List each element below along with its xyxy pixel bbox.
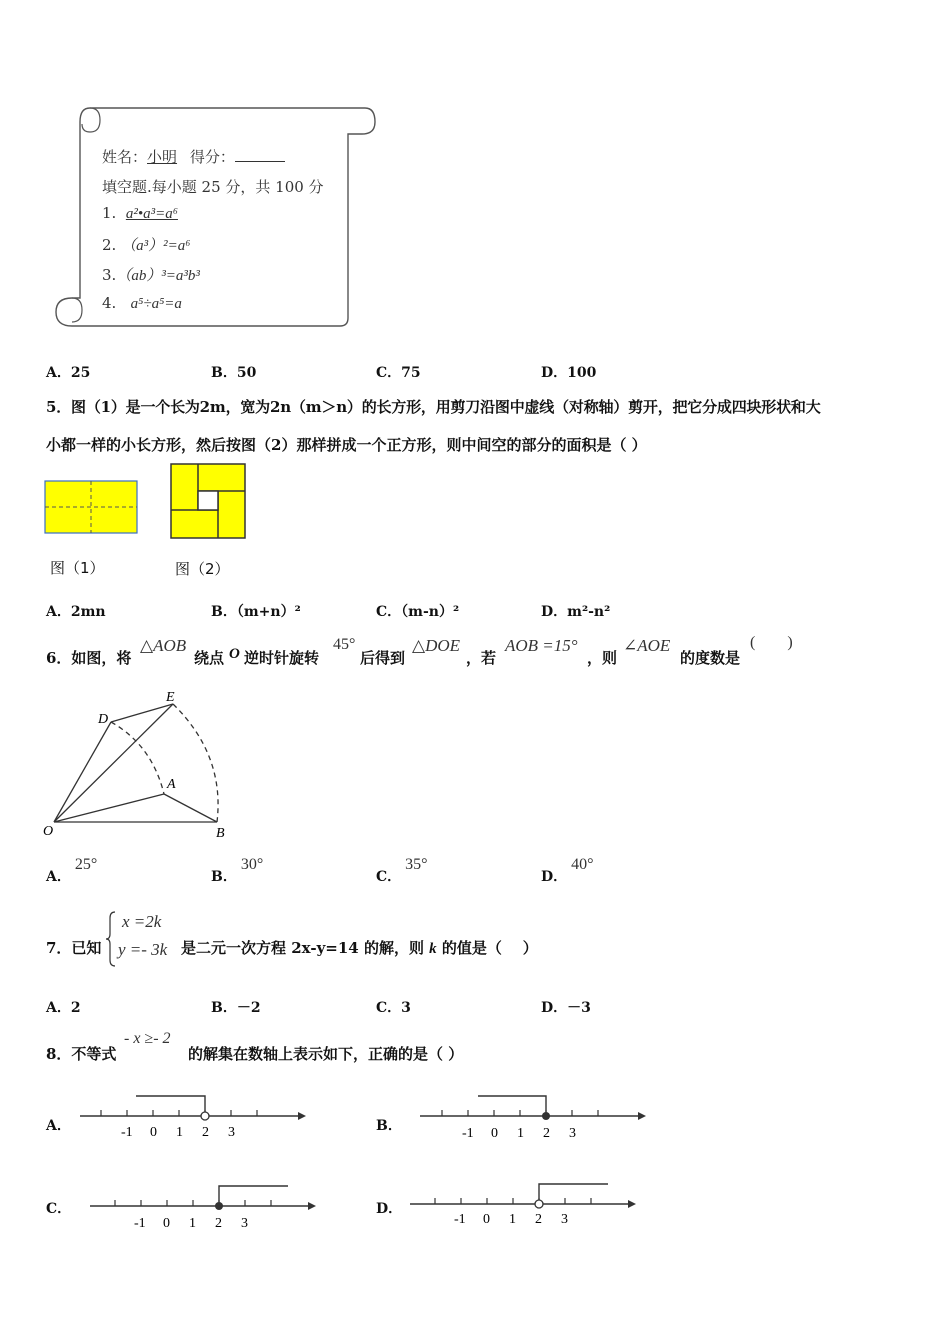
svg-text:1: 1 — [189, 1216, 196, 1231]
scroll-item: 1. a²•a³=a⁶ — [102, 204, 178, 222]
scroll-border — [50, 100, 380, 332]
q7-stem-prefix: 7．已知 — [46, 939, 102, 957]
q6-rotation-diagram — [40, 685, 240, 845]
q6-target-angle: ∠AOE — [623, 636, 671, 655]
q5-figure-2 — [170, 463, 248, 539]
q6-tri-doe: △DOE — [412, 636, 461, 655]
svg-text:-1: -1 — [121, 1125, 133, 1140]
svg-text:0: 0 — [491, 1126, 498, 1141]
q8-option-a-number-line[interactable] — [76, 1090, 306, 1145]
q8-option-d-number-line[interactable] — [408, 1176, 636, 1231]
q5-fig1-label: 图（1） — [50, 559, 105, 577]
label-e: E — [166, 690, 175, 705]
q7-equation-2: y =- 3k — [118, 940, 168, 959]
q5-fig2-label: 图（2） — [175, 560, 230, 578]
q4-option-c[interactable]: C．75 — [376, 365, 421, 381]
svg-text:3: 3 — [561, 1212, 568, 1227]
scroll-name-value: 小明 — [147, 148, 178, 166]
segment-od — [54, 722, 111, 822]
svg-text:1: 1 — [509, 1212, 516, 1227]
q6-stem-mid4: ，若 — [466, 649, 497, 667]
label-o: O — [43, 824, 54, 839]
q5-option-d[interactable]: D．m²-n² — [541, 604, 611, 620]
svg-text:3: 3 — [228, 1125, 235, 1140]
svg-text:2: 2 — [535, 1212, 542, 1227]
q8-option-d-letter[interactable]: D． — [376, 1201, 403, 1217]
q5-stem-line2: 小都一样的小长方形，然后按图（2）那样拼成一个正方形，则中间空的部分的面积是（ ） — [46, 436, 647, 454]
q8-stem-suffix: 的解集在数轴上表示如下，正确的是（ ） — [188, 1045, 464, 1063]
q7-option-b[interactable]: B．－2 — [211, 1000, 261, 1016]
svg-text:0: 0 — [150, 1125, 157, 1140]
svg-text:3: 3 — [241, 1216, 248, 1231]
label-b: B — [216, 826, 225, 841]
label-a: A — [167, 777, 176, 792]
q8-inequality: - x ≥- 2 — [124, 1030, 171, 1047]
svg-text:2: 2 — [543, 1126, 550, 1141]
svg-text:0: 0 — [163, 1216, 170, 1231]
arc-eb — [173, 704, 218, 822]
q7-brace — [105, 910, 117, 968]
q6-stem-suffix: 的度数是 — [680, 649, 741, 667]
scroll-score-label: 得分： — [189, 148, 235, 166]
q8-option-c-number-line[interactable] — [88, 1178, 316, 1233]
q7-stem-suffix: 是二元一次方程 2x-y=14 的解，则 k 的值是（ ） — [181, 939, 538, 957]
q6-angle-45: 45° — [333, 636, 356, 653]
q6-option-b[interactable]: B．30° — [211, 856, 264, 885]
q7-option-c[interactable]: C．3 — [376, 1000, 411, 1016]
svg-text:2: 2 — [202, 1125, 209, 1140]
svg-text:-1: -1 — [454, 1212, 466, 1227]
scroll-item: 4. a⁵÷a⁵=a — [102, 294, 182, 312]
svg-text:-1: -1 — [134, 1216, 146, 1231]
svg-text:-1: -1 — [462, 1126, 474, 1141]
label-d: D — [98, 712, 109, 727]
q6-option-a[interactable]: A．25° — [46, 856, 98, 885]
svg-text:2: 2 — [215, 1216, 222, 1231]
q4-option-a[interactable]: A．25 — [46, 365, 91, 381]
scroll-name-label: 姓名： — [102, 148, 148, 166]
q6-answer-paren: ( ) — [750, 634, 793, 651]
q6-option-d[interactable]: D．40° — [541, 856, 594, 885]
q6-tri-aob: △AOB — [140, 636, 187, 655]
svg-text:1: 1 — [517, 1126, 524, 1141]
scroll-instructions: 填空题.每小题 25 分，共 100 分 — [102, 178, 324, 196]
q4-option-d[interactable]: D．100 — [541, 365, 597, 381]
q8-option-b-letter[interactable]: B． — [376, 1118, 402, 1134]
q5-option-b[interactable]: B．（m+n）² — [211, 604, 301, 620]
segment-oa — [54, 794, 164, 822]
scroll-item: 2. （a³）²=a⁶ — [102, 236, 191, 254]
q6-stem-prefix: 6．如图，将 — [46, 649, 132, 667]
q6-given-angle: AOB =15° — [505, 636, 578, 655]
scroll-figure — [50, 100, 380, 332]
q6-stem-mid2: 逆时针旋转 — [244, 649, 320, 667]
q8-stem-prefix: 8．不等式 — [46, 1045, 117, 1063]
q7-option-a[interactable]: A．2 — [46, 1000, 81, 1016]
q8-option-c-letter[interactable]: C． — [46, 1201, 72, 1217]
q7-equation-1: x =2k — [122, 912, 162, 931]
svg-text:3: 3 — [569, 1126, 576, 1141]
q8-option-a-letter[interactable]: A． — [46, 1118, 71, 1134]
q6-stem-mid1: 绕点 — [194, 649, 225, 667]
q5-option-a[interactable]: A．2mn — [46, 604, 106, 620]
q6-option-c[interactable]: C．35° — [376, 856, 428, 885]
q5-stem-line1: 5．图（1）是一个长为2m，宽为2n（m＞n）的长方形，用剪刀沿图中虚线（对称轴）剪开，把它分成四块形状和大 — [46, 398, 821, 416]
q6-point-o: O — [229, 646, 240, 662]
scroll-item: 3.（ab）³=a³b³ — [102, 266, 200, 284]
q7-option-d[interactable]: D．－3 — [541, 1000, 591, 1016]
q6-stem-mid5: ，则 — [587, 649, 618, 667]
q4-option-b[interactable]: B．50 — [211, 365, 257, 381]
segment-ab — [164, 794, 217, 822]
svg-text:1: 1 — [176, 1125, 183, 1140]
q6-stem-mid3: 后得到 — [360, 649, 406, 667]
q5-option-c[interactable]: C．（m-n）² — [376, 604, 460, 620]
scroll-score-blank — [235, 161, 285, 162]
q5-figure-1 — [44, 478, 140, 536]
svg-text:0: 0 — [483, 1212, 490, 1227]
q8-option-b-number-line[interactable] — [418, 1090, 646, 1145]
